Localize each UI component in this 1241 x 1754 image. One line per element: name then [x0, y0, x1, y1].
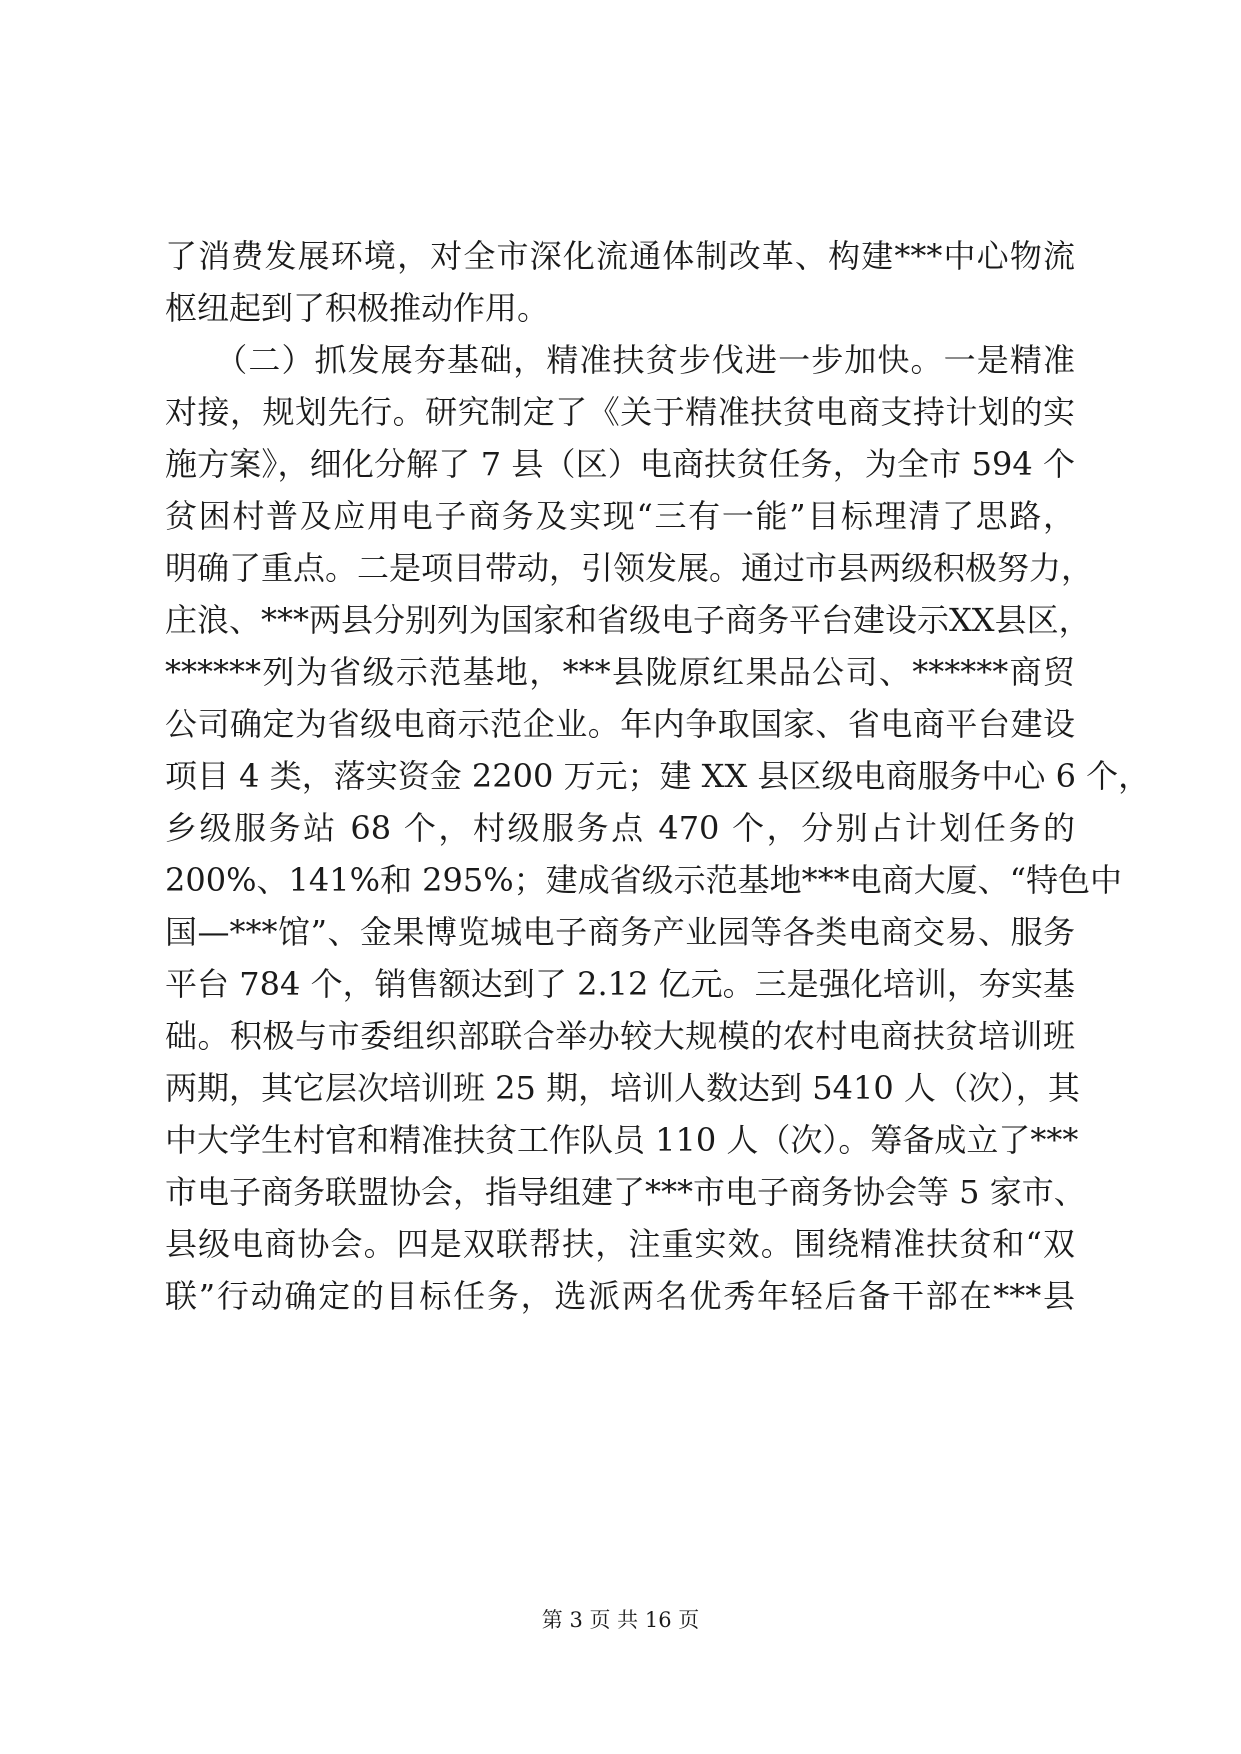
text-line: 平台 784 个，销售额达到了 2.12 亿元。三是强化培训，夯实基 [165, 965, 1075, 1003]
text-line: 联”行动确定的目标任务，选派两名优秀年轻后备干部在***县 [165, 1277, 1075, 1315]
text-line: 国—***馆”、金果博览城电子商务产业园等各类电商交易、服务 [165, 913, 1075, 951]
text-line: 公司确定为省级电商示范企业。年内争取国家、省电商平台建设 [165, 705, 1075, 743]
text-line: 中大学生村官和精准扶贫工作队员 110 人（次）。筹备成立了*** [165, 1121, 1079, 1159]
text-line: 县级电商协会。四是双联帮扶，注重实效。围绕精准扶贫和“双 [165, 1225, 1075, 1263]
text-line: 础。积极与市委组织部联合举办较大规模的农村电商扶贫培训班 [165, 1017, 1075, 1055]
text-line: 庄浪、***两县分别列为国家和省级电子商务平台建设示XX县区， [165, 601, 1091, 639]
body-text [165, 230, 1151, 1322]
text-line: 枢纽起到了积极推动作用。 [165, 289, 550, 327]
text-line: 乡级服务站 68 个，村级服务点 470 个，分别占计划任务的 [165, 809, 1075, 847]
page-number: 第 3 页 共 16 页 [541, 1608, 700, 1632]
text-line: 200%、141%和 295%；建成省级示范基地***电商大厦、“特色中 [165, 861, 1122, 899]
text-line: 两期，其它层次培训班 25 期，培训人数达到 5410 人（次），其 [165, 1069, 1080, 1107]
text-line: （二）抓发展夯基础，精准扶贫步伐进一步加快。一是精准 [165, 341, 1075, 379]
text-line: ******列为省级示范基地，***县陇原红果品公司、******商贸 [165, 653, 1075, 691]
text-line: 对接，规划先行。研究制定了《关于精准扶贫电商支持计划的实 [165, 393, 1075, 431]
text-line: 贫困村普及应用电子商务及实现“三有一能”目标理清了思路， [165, 497, 1075, 535]
text-line: 了消费发展环境，对全市深化流通体制改革、构建***中心物流 [165, 237, 1075, 275]
text-line: 市电子商务联盟协会，指导组建了***市电子商务协会等 5 家市、 [165, 1173, 1086, 1211]
text-line: 项目 4 类，落实资金 2200 万元；建 XX 县区级电商服务中心 6 个， [165, 757, 1151, 795]
text-line: 施方案》，细化分解了 7 县（区）电商扶贫任务，为全市 594 个 [165, 445, 1075, 483]
text-line: 明确了重点。二是项目带动，引领发展。通过市县两级积极努力， [165, 549, 1094, 587]
